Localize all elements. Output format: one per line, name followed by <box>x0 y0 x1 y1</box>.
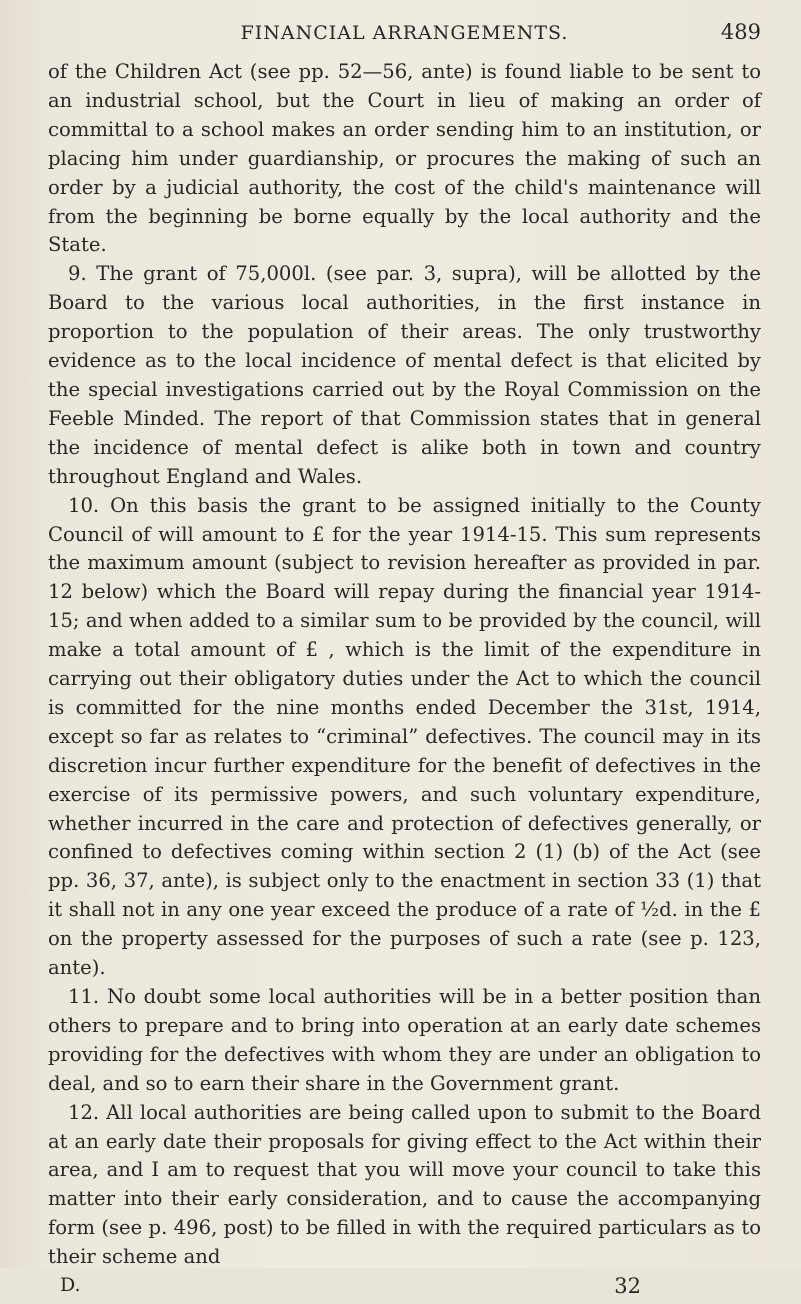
paragraph-9: 9. The grant of 75,000l. (see par. 3, supra), will be allotted by the Board to the various local authorities, in the first instance in proportion to the population of their areas. The only trustworthy evidence as to the local incidence of mental defect is that elicited by the special investigations carried out by the Royal Commission on the Feeble Minded. The report of that Commission states that in general the incidence of mental defect is alike both in town and country throughout England and Wales. <box>48 262 761 488</box>
paragraph-12: 12. All local authorities are being called upon to submit to the Board at an early date their proposals for giving effect to the Act within their area, and I am to request that you will move your council to take this matter into their early consideration, and to cause the accompanying form (see p. 496, post) to be filled in with the required particulars as to their scheme and <box>48 1100 761 1269</box>
body-text <box>48 58 761 1272</box>
paragraph-11: 11. No doubt some local authorities will be in a better position than others to prepare and to bring into operation at an early date schemes providing for the defectives with whom they are under an obligation to deal, and so to earn their share in the Government grant. <box>48 985 761 1095</box>
page-footer <box>48 1274 761 1304</box>
sheet-number: 32 <box>614 1274 641 1299</box>
page-number: 489 <box>720 20 761 44</box>
paragraph-10: 10. On this basis the grant to be assigned initially to the County Council of will amount to £ for the year 1914-15. This sum represents the maximum amount (subject to revision hereafter as provided in par. 12 below) which the Board will repay during the financial year 1914-15; and when added to a similar sum to be provided by the council, will make a total amount of £ , which is the limit of the expenditure in carrying out their obligatory duties under the Act to which the council is committed for the nine months ended December the 31st, 1914, except so far as relates to “criminal” defectives. The council may in its discretion incur further expenditure for the benefit of defectives in the exercise of its permissive powers, and such voluntary expenditure, whether incurred in the care and protection of defectives generally, or confined to defectives coming within section 2 (1) (b) of the Act (see pp. 36, 37, ante), is subject only to the enactment in section 33 (1) that it shall not in any one year exceed the produce of a rate of ½d. in the £ on the property assessed for the purposes of such a rate (see p. 123, ante). <box>48 493 761 980</box>
running-head: FINANCIAL ARRANGEMENTS. <box>240 22 569 44</box>
paragraph-continuation: of the Children Act (see pp. 52—56, ante) is found liable to be sent to an industrial school, but the Court in lieu of making an order of committal to a school makes an order sending him to an institution, or placing him under guardianship, or procures the making of such an order by a judicial authority, the cost of the child's maintenance will from the beginning be borne equally by the local authority and the State. <box>48 60 761 257</box>
page-header <box>48 18 761 52</box>
signature-mark: D. <box>60 1274 81 1297</box>
